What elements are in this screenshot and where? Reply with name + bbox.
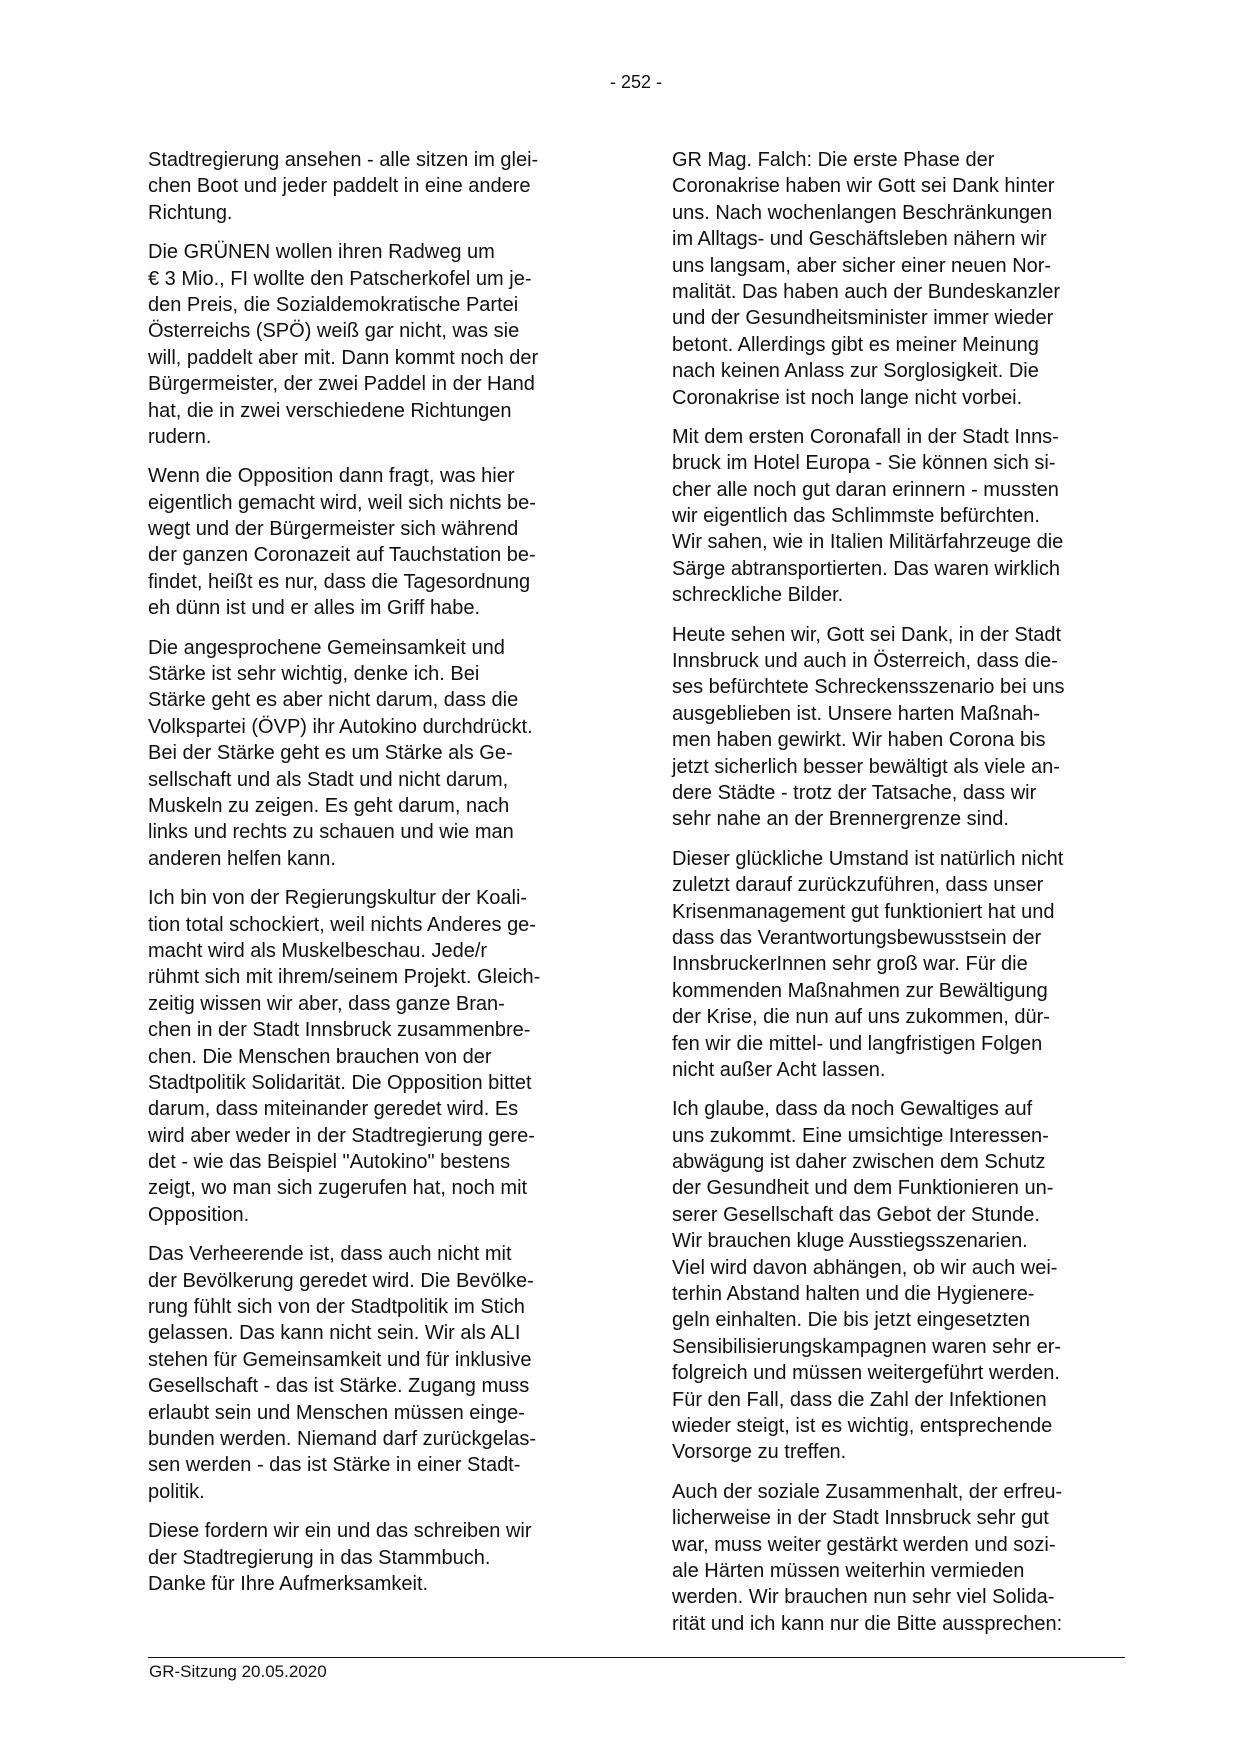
text-line: GR Mag. Falch: Die erste Phase der bbox=[672, 149, 995, 171]
text-line: ale Härten müssen weiterhin vermieden bbox=[672, 1559, 1025, 1582]
text-line: wieder steigt, ist es wichtig, entsprechende bbox=[672, 1414, 1053, 1437]
text-line: tion total schockiert, weil nichts Anderes ge- bbox=[148, 913, 536, 936]
text-line: der Stadtregierung in das Stammbuch. bbox=[148, 1546, 491, 1569]
text-line: Die GRÜNEN wollen ihren Radweg um bbox=[148, 241, 495, 264]
text-line: Mit dem ersten Coronafall in der Stadt Inns- bbox=[672, 425, 1059, 448]
text-line: jetzt sicherlich besser bewältigt als viele an- bbox=[672, 755, 1060, 778]
text-line: rung fühlt sich von der Stadtpolitik im Stich bbox=[148, 1296, 525, 1319]
text-line: Coronakrise haben wir Gott sei Dank hinter bbox=[672, 175, 1055, 198]
text-line: rühmt sich mit ihrem/seinem Projekt. Gleich- bbox=[148, 966, 541, 989]
text-line: wegt und der Bürgermeister sich während bbox=[148, 518, 519, 541]
text-line: erlaubt sein und Menschen müssen einge- bbox=[148, 1401, 525, 1424]
text-line: nach keinen Anlass zur Sorglosigkeit. Die bbox=[672, 360, 1039, 383]
text-line: findet, heißt es nur, dass die Tagesordnung bbox=[148, 570, 531, 593]
right-column bbox=[672, 147, 1142, 1650]
text-line: Krisenmanagement gut funktioniert hat und bbox=[672, 900, 1055, 923]
text-line: will, paddelt aber mit. Dann kommt noch der bbox=[148, 346, 539, 369]
text-line: wird aber weder in der Stadtregierung gere- bbox=[148, 1124, 535, 1147]
paragraph bbox=[672, 622, 1142, 833]
paragraph bbox=[148, 885, 618, 1228]
text-line: der ganzen Coronazeit auf Tauchstation be- bbox=[148, 544, 536, 567]
page-number: - 252 - bbox=[609, 72, 663, 92]
text-line: rudern. bbox=[148, 425, 212, 448]
text-line: anderen helfen kann. bbox=[148, 847, 336, 870]
text-line: schreckliche Bilder. bbox=[672, 584, 844, 607]
paragraph bbox=[148, 635, 618, 873]
text-line: hat, die in zwei verschiedene Richtungen bbox=[148, 399, 512, 422]
text-line: folgreich und müssen weitergeführt werden. bbox=[672, 1362, 1060, 1385]
text-line: nicht außer Acht lassen. bbox=[672, 1058, 886, 1081]
text-line: Särge abtransportierten. Das waren wirklich bbox=[672, 557, 1060, 580]
text-line: Stadtpolitik Solidarität. Die Opposition bittet bbox=[148, 1071, 532, 1094]
text-line: zuletzt darauf zurückzuführen, dass unser bbox=[672, 874, 1044, 897]
text-line: licherweise in der Stadt Innsbruck sehr gut bbox=[672, 1507, 1049, 1530]
paragraph bbox=[148, 1518, 618, 1597]
paragraph bbox=[148, 239, 618, 450]
text-line: abwägung ist daher zwischen dem Schutz bbox=[672, 1151, 1046, 1174]
text-line: Wir sahen, wie in Italien Militärfahrzeuge die bbox=[672, 531, 1064, 554]
text-line: wir eigentlich das Schlimmste befürchten. bbox=[672, 505, 1040, 528]
text-line: chen. Die Menschen brauchen von der bbox=[148, 1045, 492, 1068]
text-line: Stadtregierung ansehen - alle sitzen im glei- bbox=[148, 149, 539, 171]
text-line: uns langsam, aber sicher einer neuen Nor- bbox=[672, 254, 1052, 277]
text-line: terhin Abstand halten und die Hygienere- bbox=[672, 1283, 1035, 1306]
text-line: bunden werden. Niemand darf zurückgelas- bbox=[148, 1427, 536, 1450]
paragraph bbox=[672, 147, 1142, 411]
text-line: stehen für Gemeinsamkeit und für inklusive bbox=[148, 1348, 532, 1371]
text-line: zeitig wissen wir aber, dass ganze Bran- bbox=[148, 992, 505, 1015]
text-line: uns. Nach wochenlangen Beschränkungen bbox=[672, 201, 1053, 224]
text-line: Vorsorge zu treffen. bbox=[672, 1441, 847, 1464]
text-line: ausgeblieben ist. Unsere harten Maßnah- bbox=[672, 702, 1040, 725]
paragraph bbox=[672, 846, 1142, 1084]
text-line: rität und ich kann nur die Bitte aussprechen: bbox=[672, 1612, 1063, 1635]
text-line: sen werden - das ist Stärke in einer Stadt- bbox=[148, 1454, 521, 1477]
text-line: Richtung. bbox=[148, 201, 233, 224]
paragraph bbox=[148, 463, 618, 621]
paragraph bbox=[672, 1096, 1142, 1465]
text-line: Gesellschaft - das ist Stärke. Zugang muss bbox=[148, 1375, 530, 1398]
text-line: Wenn die Opposition dann fragt, was hier bbox=[148, 465, 515, 488]
text-line: im Alltags- und Geschäftsleben nähern wir bbox=[672, 228, 1047, 251]
text-line: Muskeln zu zeigen. Es geht darum, nach bbox=[148, 794, 510, 817]
paragraph bbox=[672, 424, 1142, 609]
paragraph bbox=[148, 147, 618, 226]
text-line: Bürgermeister, der zwei Paddel in der Hand bbox=[148, 373, 535, 396]
text-line: dass das Verantwortungsbewusstsein der bbox=[672, 926, 1042, 949]
text-line: € 3 Mio., FI wollte den Patscherkofel um je- bbox=[148, 267, 532, 290]
text-line: det - wie das Beispiel "Autokino" bestens bbox=[148, 1151, 511, 1174]
text-line: eigentlich gemacht wird, weil sich nichts be- bbox=[148, 491, 536, 514]
text-line: der Krise, die nun auf uns zukommen, dür- bbox=[672, 1006, 1050, 1029]
text-line: Danke für Ihre Aufmerksamkeit. bbox=[148, 1572, 429, 1595]
text-line: war, muss weiter gestärkt werden und sozi- bbox=[672, 1533, 1056, 1556]
text-line: sellschaft und als Stadt und nicht darum, bbox=[148, 768, 509, 791]
text-line: Diese fordern wir ein und das schreiben wir bbox=[148, 1520, 532, 1543]
text-line: InnsbruckerInnen sehr groß war. Für die bbox=[672, 953, 1028, 976]
text-line: geln einhalten. Die bis jetzt eingesetzten bbox=[672, 1309, 1031, 1332]
text-line: Wir brauchen kluge Ausstiegsszenarien. bbox=[672, 1230, 1028, 1253]
text-line: uns zukommt. Eine umsichtige Interessen- bbox=[672, 1124, 1049, 1147]
text-line: Die angesprochene Gemeinsamkeit und bbox=[148, 636, 505, 659]
text-line: Das Verheerende ist, dass auch nicht mit bbox=[148, 1243, 512, 1266]
text-line: men haben gewirkt. Wir haben Corona bis bbox=[672, 729, 1046, 752]
text-line: politik. bbox=[148, 1480, 205, 1503]
text-line: darum, dass miteinander geredet wird. Es bbox=[148, 1098, 519, 1121]
text-line: malität. Das haben auch der Bundeskanzler bbox=[672, 280, 1061, 303]
text-line: Ich bin von der Regierungskultur der Koali- bbox=[148, 887, 528, 910]
text-line: Auch der soziale Zusammenhalt, der erfreu- bbox=[672, 1480, 1063, 1503]
text-line: werden. Wir brauchen nun sehr viel Solida- bbox=[672, 1586, 1055, 1609]
text-line: Ich glaube, dass da noch Gewaltiges auf bbox=[672, 1098, 1033, 1121]
text-line: macht wird als Muskelbeschau. Jede/r bbox=[148, 939, 488, 962]
text-line: Innsbruck und auch in Österreich, dass die- bbox=[672, 650, 1058, 673]
left-column bbox=[148, 147, 618, 1610]
text-line: zeigt, wo man sich zugerufen hat, noch mit bbox=[148, 1177, 528, 1200]
text-line: der Bevölkerung geredet wird. Die Bevölke- bbox=[148, 1269, 534, 1292]
text-line: gelassen. Das kann nicht sein. Wir als ALI bbox=[148, 1322, 521, 1345]
text-line: Viel wird davon abhängen, ob wir auch wei- bbox=[672, 1256, 1058, 1279]
text-line: betont. Allerdings gibt es meiner Meinung bbox=[672, 333, 1039, 356]
text-line: bruck im Hotel Europa - Sie können sich si- bbox=[672, 452, 1056, 475]
text-line: Stärke ist sehr wichtig, denke ich. Bei bbox=[148, 663, 480, 686]
text-line: links und rechts zu schauen und wie man bbox=[148, 821, 514, 844]
text-line: sehr nahe an der Brennergrenze sind. bbox=[672, 808, 1009, 831]
text-line: ses befürchtete Schreckensszenario bei uns bbox=[672, 676, 1065, 699]
text-line: Bei der Stärke geht es um Stärke als Ge- bbox=[148, 742, 513, 765]
text-line: Dieser glückliche Umstand ist natürlich nicht bbox=[672, 847, 1064, 870]
text-line: Coronakrise ist noch lange nicht vorbei. bbox=[672, 386, 1023, 409]
text-line: Stärke geht es aber nicht darum, dass die bbox=[148, 689, 519, 712]
text-line: cher alle noch gut daran erinnern - mussten bbox=[672, 478, 1059, 501]
text-line: Sensibilisierungskampagnen waren sehr er- bbox=[672, 1335, 1062, 1358]
text-line: Heute sehen wir, Gott sei Dank, in der Stadt bbox=[672, 623, 1062, 646]
text-line: Volkspartei (ÖVP) ihr Autokino durchdrückt. bbox=[148, 715, 533, 738]
text-line: Opposition. bbox=[148, 1203, 250, 1226]
paragraph bbox=[672, 1479, 1142, 1637]
text-line: chen Boot und jeder paddelt in eine andere bbox=[148, 175, 531, 198]
text-line: serer Gesellschaft das Gebot der Stunde. bbox=[672, 1203, 1040, 1226]
paragraph bbox=[148, 1241, 618, 1505]
text-line: dere Städte - trotz der Tatsache, dass wir bbox=[672, 781, 1037, 804]
footer-divider bbox=[148, 1657, 1125, 1658]
text-line: Österreichs (SPÖ) weiß gar nicht, was sie bbox=[148, 320, 520, 343]
text-line: chen in der Stadt Innsbruck zusammenbre- bbox=[148, 1019, 531, 1042]
text-line: eh dünn ist und er alles im Griff habe. bbox=[148, 597, 481, 620]
footer-session-date: GR-Sitzung 20.05.2020 bbox=[149, 1662, 327, 1681]
text-line: der Gesundheit und dem Funktionieren un- bbox=[672, 1177, 1054, 1200]
text-line: den Preis, die Sozialdemokratische Partei bbox=[148, 293, 519, 316]
text-line: fen wir die mittel- und langfristigen Folgen bbox=[672, 1032, 1043, 1055]
text-line: und der Gesundheitsminister immer wieder bbox=[672, 307, 1054, 330]
text-line: Für den Fall, dass die Zahl der Infektionen bbox=[672, 1388, 1047, 1411]
text-line: kommenden Maßnahmen zur Bewältigung bbox=[672, 979, 1048, 1002]
